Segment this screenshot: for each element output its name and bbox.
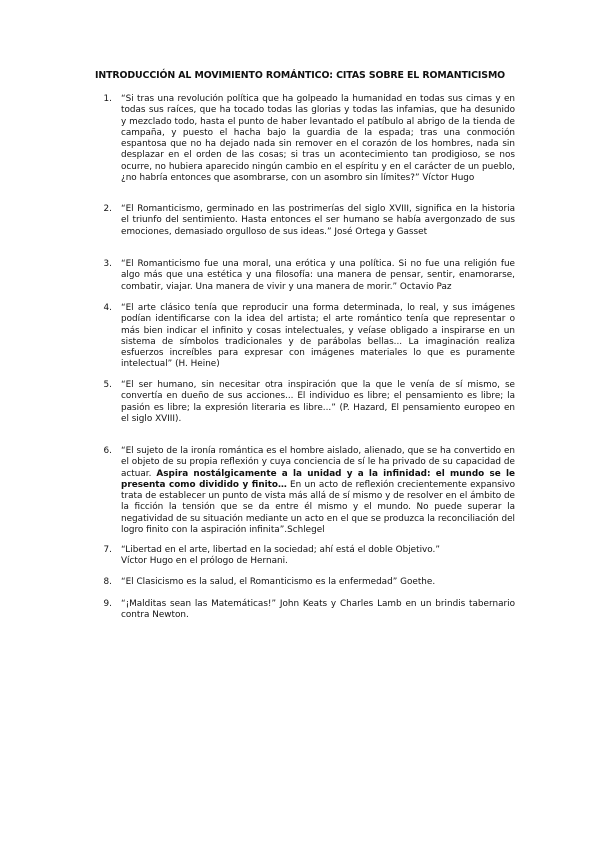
- quote-text: [121, 446, 515, 536]
- quote-line: “Libertad en el arte, libertad en la sociedad; ahí está el doble Objetivo.”: [121, 545, 440, 555]
- quote-text-part: En un acto de reflexión crecientemente expansivo trata de establecer un punto de vista más allá de sí mismo y de resolver en el ámbito de la ficción la tensión que se da entre él mismo y el mundo. No puede superar la negatividad de su situación mediante un acto en el que se produzca la reconciliación del logro finito con la aspiración infinita”.Schlegel: [121, 479, 516, 536]
- page-title: INTRODUCCIÓN AL MOVIMIENTO ROMÁNTICO: CITAS SOBRE EL ROMANTICISMO: [94, 70, 506, 81]
- item-number: 4.: [103, 303, 112, 313]
- quote-text: “Si tras una revolución política que ha golpeado la humanidad en todas sus cimas y en todas sus raíces, que ha tocado todas las glorias y todas las infamias, que ha desunido y mezclado todo, hasta el punto de haber levantado el patíbulo al abrigo de la tienda de campaña, y puesto el hacha bajo la guardia de la espada; tras una conmoción espantosa que no ha dejado nada sin remover en el corazón de los hombres, nada sin desplazar en el orden de las cosas; si tras un acontecimiento tan prodigioso, se nos ocurre, no hubiera aparecido ningún cambio en el espíritu y en el carácter de un pueblo, ¿no habría entonces que asombrarse, con un asombro sin límites?” Víctor Hugo: [121, 94, 515, 184]
- quote-bold-text: Aspira nostálgicamente a la unidad y a la infinidad: el mundo se le presenta como dividido y finito…: [121, 468, 515, 490]
- quote-text-part: “El sujeto de la ironía romántica es el hombre aislado, alienado, que se ha convertido en el objeto de su propia reflexión y cuya conciencia de sí le ha privado de su capacidad de actuar.: [121, 446, 515, 479]
- quote-text: “El Clasicismo es la salud, el Romanticismo es la enfermedad” Goethe.: [121, 577, 436, 587]
- quote-text: “El ser humano, sin necesitar otra inspiración que la que le venía de sí mismo, se convertía en dueño de sus acciones... El individuo es libre; el pensamiento es libre; la pasión es libre; la expresión literaria es libre...” (P. Hazard, El pensamiento europeo en el siglo XVIII).: [121, 380, 515, 424]
- quote-text: [121, 545, 515, 568]
- item-number: 8.: [103, 577, 112, 587]
- item-number: 6.: [103, 446, 112, 456]
- item-number: 2.: [103, 204, 112, 214]
- quote-text: “¡Malditas sean las Matemáticas!” John Keats y Charles Lamb en un brindis tabernario contra Newton.: [121, 599, 515, 621]
- item-number: 5.: [103, 380, 112, 390]
- quote-text: “El arte clásico tenía que reproducir una forma determinada, lo real, y sus imágenes podían identificarse con la idea del artista; el arte romántico tenía que representar o más bien indicar el infinito y cosas intelectuales, y veíase obligado a inspirarse en un sistema de símbolos tradicionales y de parábolas bellas... La imaginación realiza esfuerzos increíbles para expresar con imágenes materiales lo que es puramente intelectual” (H. Heine): [121, 303, 515, 370]
- quote-attribution: Víctor Hugo en el prólogo de Hernani.: [121, 556, 288, 567]
- quote-text: “El Romanticismo fue una moral, una erótica y una política. Si no fue una religión fue algo más que una estética y una filosofía: una manera de pensar, sentir, enamorarse, combatir, viajar. Una manera de vivir y una manera de morir.” Octavio Paz: [121, 259, 515, 292]
- item-number: 1.: [103, 94, 112, 104]
- item-number: 9.: [103, 599, 112, 609]
- item-number: 3.: [103, 259, 112, 269]
- item-number: 7.: [103, 545, 112, 555]
- quote-text: “El Romanticismo, germinado en las postrimerías del siglo XVIII, significa en la historia el triunfo del sentimiento. Hasta entonces el ser humano se había avergonzado de sus emociones, demasiado orgulloso de sus ideas.” José Ortega y Gasset: [121, 204, 515, 237]
